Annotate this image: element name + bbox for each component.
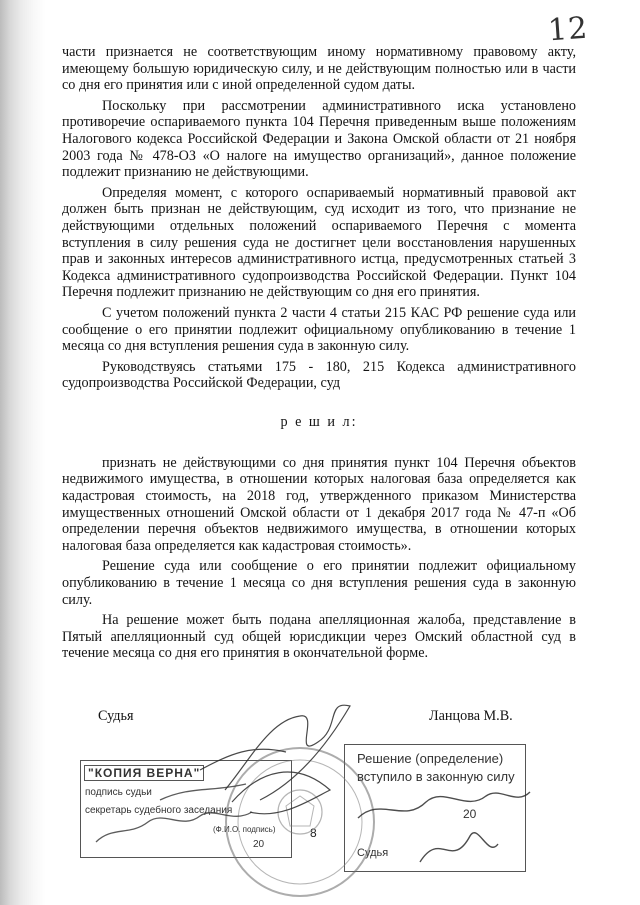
- decision-1: признать не действующими со дня принятия пункт 104 Перечня объектов недвижимого имущества, в отношении которых налоговая база определяется как кадастровая стоимость, на 2018 год, утвержденного приказом Министерства имущественных отношений Омской области от 1 декабря 2017 года № 47-п «Об определении перечня объектов недвижимого имущества, в отношении которых налоговая база определяется как кадастровая стоимость».: [62, 454, 576, 554]
- copy-stamp-year: 20: [253, 839, 265, 850]
- legal-stamp-year: 20: [463, 807, 477, 821]
- judge-signature-icon: [200, 705, 350, 814]
- handwritten-page-number: 12: [546, 10, 590, 49]
- legal-stamp-handwriting-icon: [358, 792, 530, 862]
- legal-stamp-line2: вступило в законную силу: [357, 769, 515, 784]
- paragraph-4: С учетом положений пункта 2 части 4 статьи 215 КАС РФ решение суда или сообщение о его принятии подлежит официальному опубликованию в течение 1 месяца со дня вступления решения суда в законную силу.: [62, 304, 576, 355]
- copy-stamp-signature-label: подпись судьи: [85, 787, 152, 798]
- judge-name: Ланцова М.В.: [429, 708, 513, 724]
- paragraph-5: Руководствуясь статьями 175 - 180, 215 Кодекса административного судопроизводства Российской Федерации, суд: [62, 358, 576, 392]
- decision-2: Решение суда или сообщение о его принятии подлежит официальному опубликованию в течение 1 месяца со дня вступления решения суда в законную силу.: [62, 558, 576, 608]
- copy-stamp-header: "КОПИЯ ВЕРНА": [84, 765, 204, 781]
- sheet-number: 8: [310, 826, 317, 840]
- decision-3: На решение может быть подана апелляционная жалоба, представление в Пятый апелляционный суд общей юрисдикции через Омский областной суд в течение месяца со дня его принятия в окончательной форме.: [62, 612, 576, 662]
- legal-stamp-judge: Судья: [357, 847, 389, 859]
- copy-stamp-fio-label: (Ф.И.О. подпись): [213, 825, 276, 834]
- copy-stamp-secretary-label: секретарь судебного заседания: [85, 805, 233, 816]
- copy-stamp-handwriting-icon: [96, 784, 252, 842]
- verdict-heading: р е ш и л:: [280, 413, 358, 430]
- court-seal-icon: [226, 748, 374, 896]
- paragraph-2: Поскольку при рассмотрении административного иска установлено противоречие оспариваемого пункта 104 Перечня приведенным выше положениям Налогового кодекса Российской Федерации и Закона Омской области от 21 ноября 2003 года № 478-ОЗ «О налоге на имущество организаций», данное положение подлежит признанию не действующими.: [62, 97, 576, 181]
- legal-stamp-line1: Решение (определение): [357, 751, 504, 766]
- judge-title: Судья: [98, 708, 134, 724]
- paragraph-3: Определяя момент, с которого оспариваемый нормативный правовой акт должен быть признан не действующим, суд исходит из того, что признание не действующими отдельных положений оспариваемого Перечня с момента вступления в силу решения суда не достигнет цели восстановления нарушенных прав и законных интересов административного истца, предусмотренных статьей 3 Кодекса административного судопроизводства Российской Федерации. Пункт 104 Перечня подлежит признанию не действующим со дня его принятия.: [62, 184, 576, 301]
- paragraph-1: части признается не соответствующим иному нормативному правовому акту, имеющему большую юридическую силу, и не действующим полностью или в части со дня его принятия или с иной определенной судом даты.: [62, 44, 576, 94]
